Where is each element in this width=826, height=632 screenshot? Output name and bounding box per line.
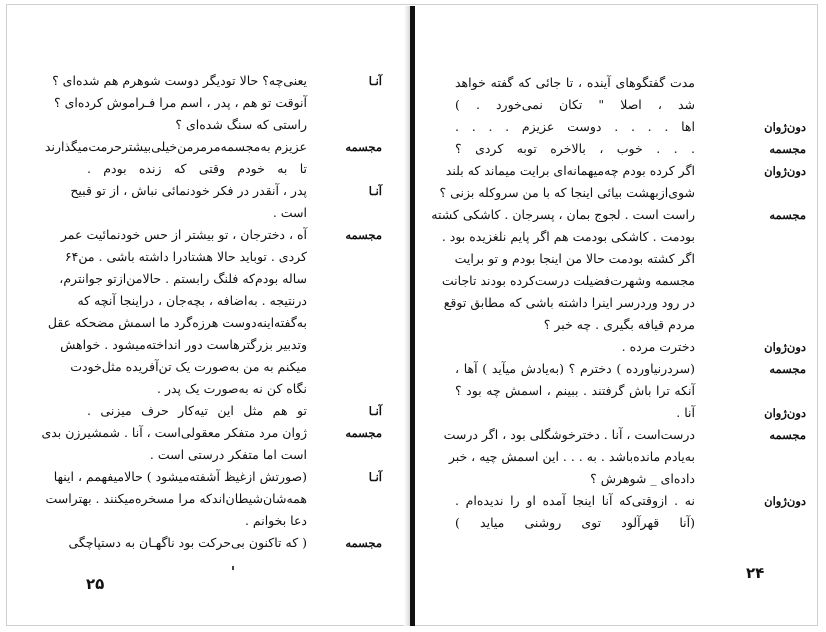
speaker-label: مجسمه [345, 536, 382, 550]
speaker-label: مجسمه [769, 362, 806, 376]
text-line: . . . خوب ، بالاخره توبه کردی ؟ [455, 141, 695, 156]
speaker-label: آنـا [368, 74, 382, 88]
page-number: ۲۵ [86, 575, 105, 593]
print-mark [232, 566, 234, 570]
speaker-label: مجسمه [345, 228, 382, 242]
text-line: راست است . لجوج بمان ، پسرجان . کاشکی کشته [431, 207, 695, 222]
text-line: (سردرنیاورده ) دخترم ؟ (بەیادش میآید ) آها ، [455, 361, 695, 376]
text-line: در رود وردرسر اینرا داشته باشی که مطابق توقع [443, 295, 695, 310]
text-line: (صورتش ازغیظ آشفته‌میشود ) حالامیفهمم ، اینها [53, 469, 307, 484]
speaker-label: آنـا [368, 184, 382, 198]
speaker-label: مجسمه [769, 428, 806, 442]
text-line: پدر ، آنقدر در فکر خودنمائی نباش ، از تو قبیح [70, 183, 307, 198]
text-line: (آنا قهرآلود توی روشنی میاید ) [455, 515, 695, 530]
text-line: اها . . . . دوست عزیزم . . . . [455, 119, 695, 134]
speaker-label: دون‌ژوان [764, 406, 806, 420]
speaker-label: مجسمه [769, 142, 806, 156]
speaker-label: دون‌ژوان [764, 164, 806, 178]
text-line: مجسمه وشهرت‌فضیلت درست‌کرده بودند تاجانت [441, 273, 695, 288]
text-line: ژوان مرد متفکر معقولی‌است ، آنا . شمشیرزن بدی [41, 425, 307, 440]
page-number: ۲۴ [746, 564, 765, 582]
text-line: مدت گفتگوهای آینده ، تا جائی که گفته خواهد [455, 75, 695, 90]
left-page [0, 0, 408, 632]
speaker-label: مجسمه [345, 426, 382, 440]
text-line: دعا بخوانم . [244, 513, 307, 528]
text-line: کردی . توباید حالا هشتادرا داشته باشی . من۶۴ [64, 249, 307, 264]
text-line: شد ، اصلا " تکان نمی‌خورد . ) [455, 97, 695, 112]
text-line: آنکه ترا باش گرفتند . ببینم ، اسمش چه بود ؟ [455, 383, 695, 398]
text-line: مردم قیافه بگیری . چه خبر ؟ [543, 317, 695, 332]
text-line: شوی‌ازبهشت بیائی اینجا که با من سروکله بزنی ؟ [439, 185, 695, 200]
text-line: بودمت . کاشکی بودمت هم اگر پایم نلغزیده بود . [441, 229, 695, 244]
text-line: وتدبیر بزرگترهاست دور انداختەمیشود . خواهش [60, 337, 307, 352]
text-line: همه‌شان‌شیطان‌اندکه مرا مسخره‌میکنند . بهتراست [45, 491, 307, 506]
text-line: داده‌ای _ شوهرش ؟ [590, 471, 695, 486]
text-line: درنتیجه . بەاضافه ، بچەجان ، دراینجا آنچه که [77, 293, 307, 308]
book-spine [410, 6, 415, 626]
speaker-label: مجسمه [769, 208, 806, 222]
text-line: ( که تاکنون بی‌حرکت بود ناگهـان به دستپاچگی [68, 535, 307, 550]
speaker-label: دون‌ژوان [764, 120, 806, 134]
text-line: آنوقت تو هم ، پدر ، اسم مرا فـراموش کرده‌ای ؟ [54, 95, 307, 110]
text-line: راستی که سنگ شده‌ای ؟ [175, 117, 307, 132]
text-line: درست‌است ، آنا . دخترخوشگلی بود ، اگر درست [443, 427, 695, 442]
text-line: عزیزم بەمجسمەمرمرمن‌خیلی‌بیشترحرمت‌میگذارند [44, 139, 307, 154]
speaker-label: آنـا [368, 470, 382, 484]
text-line: تا به خودم وقتی که زنده بودم . [87, 161, 307, 176]
text-line: آه ، دخترجان ، تو بیشتر از حس خودنمائیت عمر [60, 227, 307, 242]
speaker-label: دون‌ژوان [764, 494, 806, 508]
text-line: آنا . [676, 405, 695, 420]
text-line: اگر کرده بودم چەمیهمانه‌ای برایت میماند که بلند [445, 163, 695, 178]
text-line: یعنی‌چه؟ حالا تودیگر دوست شوهرم هم شده‌ای ؟ [52, 73, 307, 88]
text-line: میکنم به من بەصورت یک تن‌آفریده مثل‌خودت [70, 359, 307, 374]
text-line: بەیادم مانده‌باشد . به . . . این اسمش چیه ، خبر [448, 449, 695, 464]
text-line: ساله بودم‌که فلنگ رابستم . حالامن‌ازتو جوانترم، [59, 271, 307, 286]
text-line: اگر کشته بودمت حالا من اینجا بودم و تو برایت [454, 251, 695, 266]
text-line: است اما متفکر درستی است . [149, 447, 307, 462]
speaker-label: دون‌ژوان [764, 340, 806, 354]
right-page [416, 0, 826, 632]
speaker-label: آنـا [368, 404, 382, 418]
speaker-label: مجسمه [345, 140, 382, 154]
text-line: نگاه کن نه بەصورت یک پدر . [157, 381, 307, 396]
text-line: تو هم مثل این تیەکار حرف میزنی . [87, 403, 307, 418]
text-line: است . [272, 205, 307, 220]
text-line: نه . ازوقتی‌که آنا اینجا آمده او را ندیده‌ام . [455, 493, 695, 508]
text-line: به‌گفته‌اینەدوست هرزەگرد ما اسمش مضحکه عقل [47, 315, 307, 330]
text-line: دخترت مرده . [621, 339, 695, 354]
